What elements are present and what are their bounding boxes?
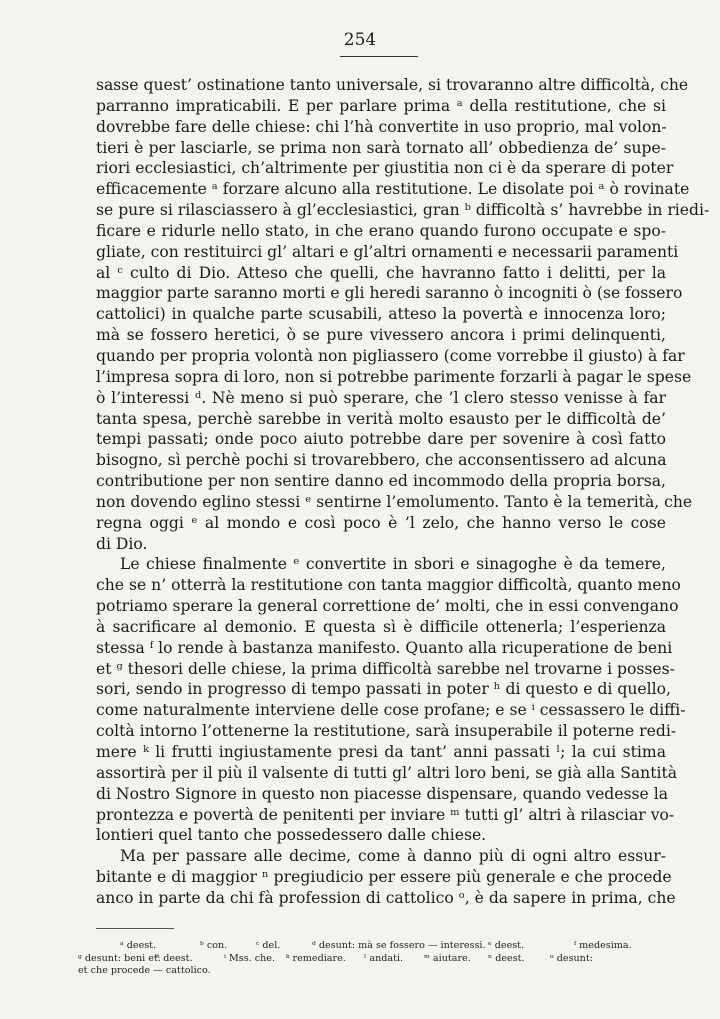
footnote-entry: ᶜ del.: [256, 940, 281, 951]
text-line: Ma per passare alle decime, come à danno più di ogni altro essur-: [120, 847, 666, 866]
text-line: coltà intorno l’ottenerne la restitutione, sarà insuperabile il poterne redi-: [96, 722, 677, 741]
text-line: ficare e ridurle nello stato, in che erano quando furono occupate e spo-: [96, 221, 666, 240]
text-line: se pure si rilasciassero à gl’ecclesiastici, gran ᵇ difficoltà s’ havrebbe in riedi-: [96, 201, 710, 220]
text-line: parranno impraticabili. E per parlare prima ᵃ della restitutione, che si: [96, 96, 666, 115]
page-number: 254: [343, 30, 377, 50]
text-line: contributione per non sentire danno ed incommodo della propria borsa,: [96, 472, 666, 491]
footnote-entry: ᵉ deest.: [488, 940, 525, 951]
page-number-rule: [340, 56, 418, 57]
footnote-entry: ⁱ Mss. che.: [224, 952, 276, 964]
text-line: quando per propria volontà non pigliassero (come vorrebbe il giusto) à far: [96, 346, 685, 365]
text-line: di Dio.: [96, 534, 148, 553]
footnote-entry: ˡ andati.: [364, 952, 404, 964]
text-line: maggior parte saranno morti e gli heredi saranno ò incogniti ò (se fossero: [96, 284, 683, 303]
footnote-entry: ᵏ remediare.: [286, 952, 346, 964]
footnote-rule: [96, 928, 174, 929]
text-line: sori, sendo in progresso di tempo passati in poter ʰ di questo e di quello,: [96, 680, 671, 699]
text-line: bitante e di maggior ⁿ pregiudicio per essere più generale e che procede: [96, 868, 672, 887]
footnote-line: [78, 940, 670, 953]
text-line: tanta spesa, perchè sarebbe in verità molto esausto per le difficoltà de’: [96, 409, 666, 428]
text-line: mere ᵏ li frutti ingiustamente presi da tant’ anni passati ˡ; la cui stima: [96, 743, 666, 761]
footnote-entry: ᵈ desunt: mà se fossero — interessi.: [312, 940, 486, 951]
text-line: et ᵍ thesori delle chiese, la prima difficoltà sarebbe nel trovarne i posses-: [96, 659, 675, 678]
text-line: anco in parte da chi fà profession di cattolico ᵒ, è da sapere in prima, che: [96, 888, 676, 907]
text-line: tieri è per lasciarle, se prima non sarà tornato all’ obbedienza de’ supe-: [96, 138, 666, 157]
text-line: dovrebbe fare delle chiese: chi l’hà convertite in uso proprio, mal volon-: [96, 117, 667, 136]
text-line: prontezza e povertà de penitenti per inviare ᵐ tutti gl’ altri à rilasciar vo-: [96, 805, 675, 824]
footnote-entry: ᵒ desunt:: [550, 952, 593, 964]
footnote-entry: ᵇ con.: [200, 940, 228, 951]
footnote-entry: ᵍ desunt: beni et.: [78, 952, 161, 964]
text-line: à sacrificare al demonio. E questa sì è difficile ottenerla; l’esperienza: [96, 617, 666, 636]
text-line: gliate, con restituirci gl’ altari e gl’altri ornamenti e necessarii paramenti: [96, 242, 679, 261]
text-line: potriamo sperare la general correttione de’ molti, che in essi convengano: [96, 597, 679, 616]
text-line: bisogno, sì perchè pochi si trovarebbero, che acconsentissero ad alcuna: [96, 451, 667, 470]
footnote-entry: ⁿ deest.: [488, 952, 525, 964]
text-line: assortirà per il più il valsente di tutti gl’ altri loro beni, se già alla Santità: [96, 763, 678, 782]
text-line: sasse quest’ ostinatione tanto universale, si trovaranno altre difficoltà, che: [96, 76, 689, 94]
footnote-entry: ᵃ deest.: [120, 940, 157, 951]
footnote-entry: ᶠ medesima.: [574, 940, 632, 951]
footnote-entry: et che procede — cattolico.: [78, 965, 211, 976]
main-text: [96, 75, 710, 909]
footnote-line: [78, 953, 670, 966]
text-line: efficacemente ᵃ forzare alcuno alla restitutione. Le disolate poi ᵃ ò rovinate: [96, 180, 690, 199]
text-line: che se n’ otterrà la restitutione con tanta maggior difficoltà, quanto meno: [96, 576, 681, 595]
text-line: stessa ᶠ lo rende à bastanza manifesto. Quanto alla ricuperatione de beni: [96, 638, 673, 657]
text-line: di Nostro Signore in questo non piacesse dispensare, quando vedesse la: [96, 784, 668, 803]
footnote-entry: ᵐ aiutare.: [424, 952, 471, 964]
text-line: riori ecclesiastici, ch’altrimente per giustitia non ci è da sperare di poter: [96, 159, 674, 178]
text-line: non dovendo eglino stessi ᵉ sentirne l’emolumento. Tanto è la temerità, che: [96, 492, 693, 511]
text-line: mà se fossero heretici, ò se pure vivessero ancora i primi delinquenti,: [96, 326, 666, 345]
text-line: tempi passati; onde poco aiuto potrebbe dare per sovenire à così fatto: [96, 430, 666, 449]
footnote-line: [78, 965, 670, 978]
text-line: Le chiese finalmente ᵉ convertite in sbori e sinagoghe è da temere,: [120, 555, 666, 574]
footnote-entry: ʰ deest.: [156, 952, 193, 964]
text-line: come naturalmente interviene delle cose profane; e se ⁱ cessassero le diffi-: [96, 701, 686, 720]
text-line: regna oggi ᵉ al mondo e così poco è ’l zelo, che hanno verso le cose: [96, 513, 666, 532]
text-line: ò l’interessi ᵈ. Nè meno si può sperare, che ’l clero stesso venisse à far: [96, 388, 666, 407]
footnotes: [78, 940, 670, 978]
text-line: l’impresa sopra di loro, non si potrebbe parimente forzarli à pagar le spese: [96, 367, 692, 386]
text-line: lontieri quel tanto che possedessero dalle chiese.: [96, 826, 487, 845]
text-line: al ᶜ culto di Dio. Atteso che quelli, che havranno fatto i delitti, per la: [96, 263, 666, 282]
text-line: cattolici) in qualche parte scusabili, atteso la povertà e innocenza loro;: [96, 305, 666, 324]
